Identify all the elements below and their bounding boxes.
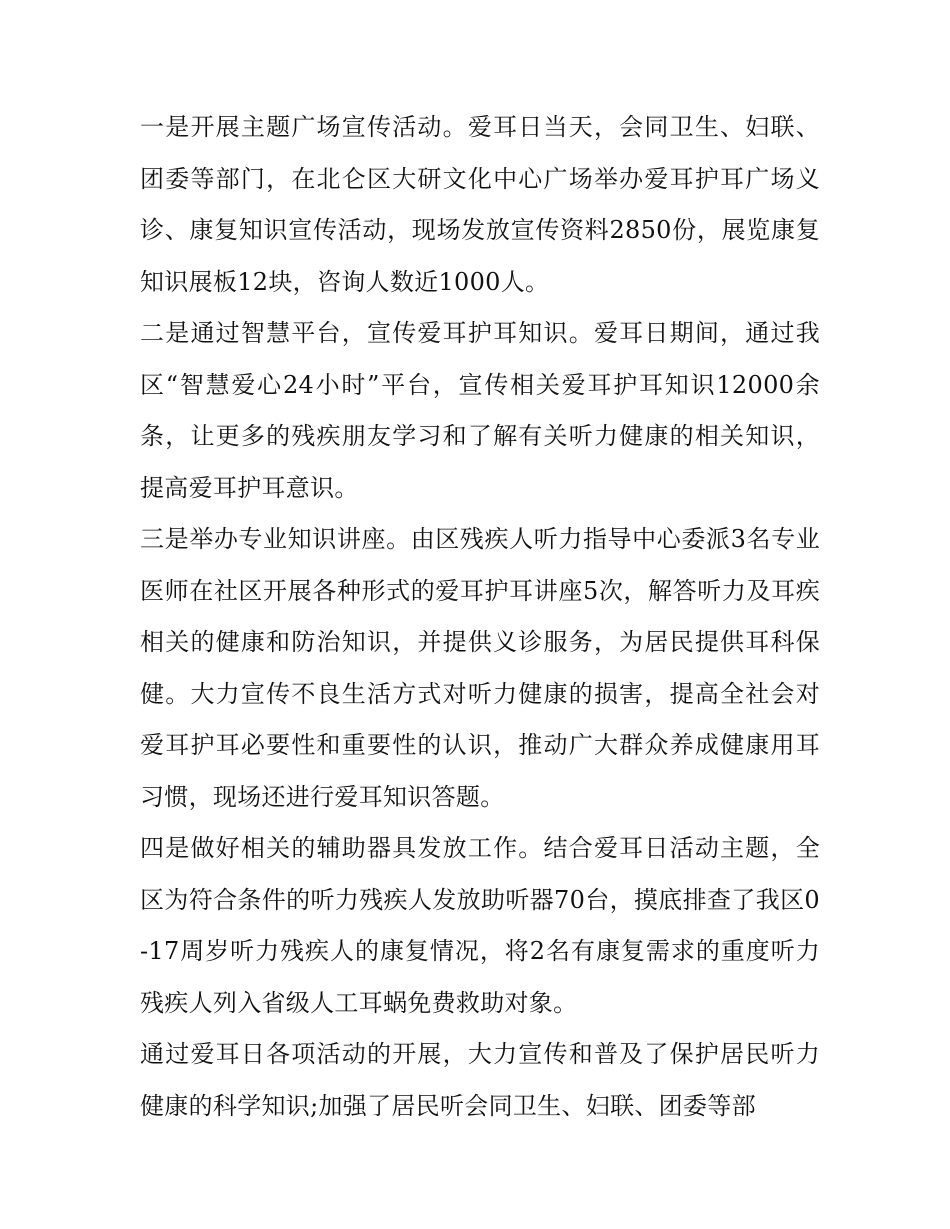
paragraph-square-campaign: 一是开展主题广场宣传活动。爱耳日当天，会同卫生、妇联、团委等部门，在北仑区大研文化中心广场举办爱耳护耳广场义诊、康复知识宣传活动，现场发放宣传资料2850份，展览康复知识展板12块，咨询人数近1000人。: [140, 113, 820, 296]
paragraph-smart-platform: 二是通过智慧平台，宣传爱耳护耳知识。爱耳日期间，通过我区“智慧爱心24小时”平台，宣传相关爱耳护耳知识12000余条，让更多的残疾朋友学习和了解有关听力健康的相关知识，提高爱耳护耳意识。: [140, 319, 820, 502]
paragraph-expert-lectures: 三是举办专业知识讲座。由区残疾人听力指导中心委派3名专业医师在社区开展各种形式的爱耳护耳讲座5次，解答听力及耳疾相关的健康和防治知识，并提供义诊服务，为居民提供耳科保健。大力宣传不良生活方式对听力健康的损害，提高全社会对爱耳护耳必要性和重要性的认识，推动广大群众养成健康用耳习惯，现场还进行爱耳知识答题。: [140, 525, 820, 811]
paragraph-assistive-devices: 四是做好相关的辅助器具发放工作。结合爱耳日活动主题，全区为符合条件的听力残疾人发放助听器70台，摸底排查了我区0-17周岁听力残疾人的康复情况，将2名有康复需求的重度听力残疾人列入省级人工耳蜗免费救助对象。: [140, 834, 820, 1017]
paragraph-summary: 通过爱耳日各项活动的开展，大力宣传和普及了保护居民听力健康的科学知识;加强了居民听会同卫生、妇联、团委等部: [140, 1040, 820, 1120]
document-body: [140, 102, 820, 1132]
